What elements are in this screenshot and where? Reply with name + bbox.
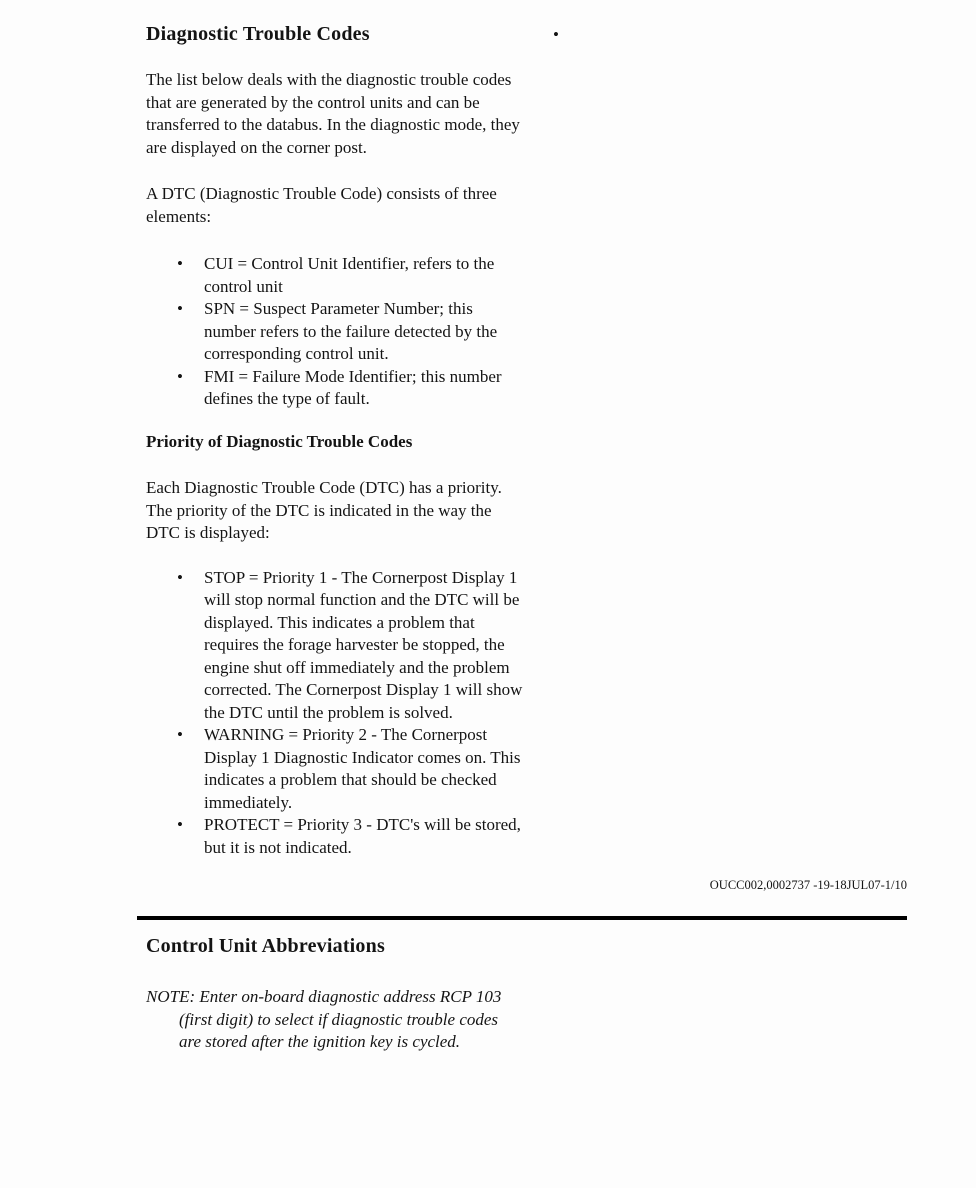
dtc-intro-paragraph: The list below deals with the diagnostic trouble codes that are generated by the control units and can be transferred to the databus. In the diagnostic mode, they are displayed on the corner post. bbox=[146, 70, 520, 157]
dtc-section bbox=[0, 21, 976, 893]
dtc-element-item-fmi: • FMI = Failure Mode Identifier; this number defines the type of fault. bbox=[146, 366, 523, 411]
priority-item-stop: • STOP = Priority 1 - The Cornerpost Display 1 will stop normal function and the DTC will be displayed. This indicates a problem that requires the forage harvester be stopped, the engine shut off immediately and the problem corrected. The Cornerpost Display 1 will show the DTC until the problem is solved. bbox=[146, 567, 523, 725]
priority-subheading: Priority of Diagnostic Trouble Codes bbox=[146, 431, 413, 451]
dtc-element-item-cui: • CUI = Control Unit Identifier, refers to the control unit bbox=[146, 253, 523, 298]
priority-intro-paragraph: Each Diagnostic Trouble Code (DTC) has a priority. The priority of the DTC is indicated in the way the DTC is displayed: bbox=[146, 478, 502, 542]
note-label: NOTE: bbox=[146, 987, 196, 1006]
document-reference-code: OUCC002,0002737 -19-18JUL07-1/10 bbox=[709, 878, 907, 892]
note-text: Enter on-board diagnostic address RCP 103 (first digit) to select if diagnostic trouble codes are stored after the ignition key is cycled. bbox=[179, 987, 502, 1051]
note-paragraph bbox=[146, 986, 520, 1054]
abbreviations-text-column bbox=[146, 933, 523, 1054]
dtc-element-item-spn: • SPN = Suspect Parameter Number; this number refers to the failure detected by the corresponding control unit. bbox=[146, 298, 523, 366]
dtc-elements-list bbox=[146, 253, 523, 411]
abbreviations-section-title: Control Unit Abbreviations bbox=[146, 935, 385, 957]
priority-list bbox=[146, 567, 523, 860]
dtc-text-column bbox=[146, 21, 523, 859]
section-divider-rule bbox=[137, 916, 907, 920]
abbreviations-section bbox=[0, 933, 976, 1054]
dtc-elements-intro: A DTC (Diagnostic Trouble Code) consists of three elements: bbox=[146, 184, 497, 226]
priority-item-protect: • PROTECT = Priority 3 - DTC's will be stored, but it is not indicated. bbox=[146, 814, 523, 859]
priority-item-warning: • WARNING = Priority 2 - The Cornerpost Display 1 Diagnostic Indicator comes on. This indicates a problem that should be checked immediately. bbox=[146, 724, 523, 814]
dtc-section-title: Diagnostic Trouble Codes bbox=[146, 23, 370, 45]
right-column-bullet-marker: • bbox=[553, 25, 559, 44]
